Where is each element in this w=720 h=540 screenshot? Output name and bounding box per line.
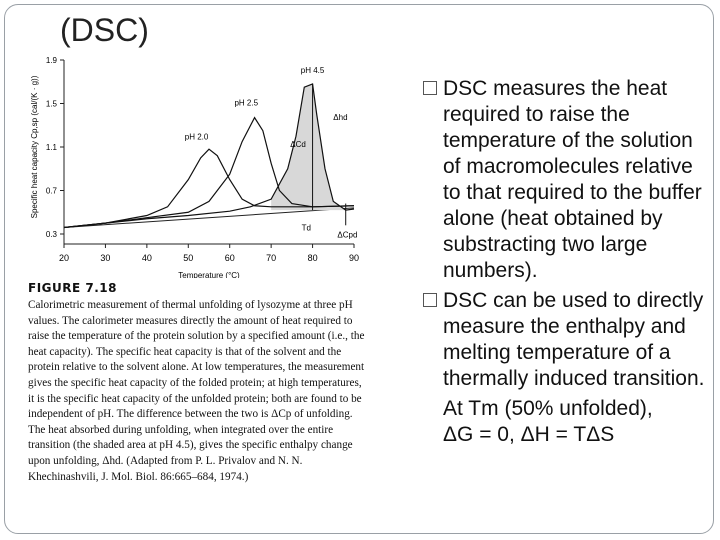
chart-annotation: pH 2.0 [184, 132, 209, 142]
figure-caption: Calorimetric measurement of thermal unfolding of lysozyme at three pH values. The calorimeter measures directly the amount of heat required to raise the temperature of the protein solution by a specified amount (i.e., the heat capacity). The specific heat capacity is that of the solvent and the protein relative to the solvent alone. At low temperatures, the measurement gives the specific heat capacity of the folded protein; at high temperatures, it is the specific heat capacity of the unfolded protein; both are found to be independent of pH. The difference between the two is ΔCp of unfolding. The heat absorbed during unfolding, when integrated over the entire transition (the shaded area at pH 4.5), gives the specific enthalpy change upon unfolding, Δhd. (Adapted from P. L. Privalov and N. N. Khechinashvili, J. Mol. Biol. 86:665–684, 1974.) [28, 299, 365, 483]
y-axis-label: Specific heat capacity Cp,sp (cal/(K · g)) [30, 75, 39, 219]
y-tick-label: 1.9 [45, 56, 57, 65]
bullet-box-icon [423, 81, 437, 95]
chart-annotation: ΔCpd [337, 230, 358, 240]
thermo-equation: ΔG = 0, ΔH = TΔS [443, 423, 615, 446]
slide-title: (DSC) [60, 12, 149, 48]
chart-annotation: pH 2.5 [234, 98, 259, 108]
chart-annotation: pH 4.5 [300, 66, 325, 76]
chart-annotation: Td [301, 223, 312, 233]
bullet-item [425, 76, 715, 284]
tm-line: At Tm (50% unfolded), [443, 397, 653, 420]
bullet-text: DSC can be used to directly measure the enthalpy and melting temperature of a thermally induced transition. [443, 289, 705, 390]
bullet-list [425, 76, 715, 448]
shaded-area-ph45 [271, 84, 346, 210]
y-tick-label: 0.7 [45, 186, 57, 196]
chart-annotation: ΔCd [290, 140, 306, 149]
slide-title-clipped [60, 0, 580, 10]
x-tick-label: 90 [348, 253, 360, 263]
bullet-item [425, 288, 715, 392]
bullet-box-icon [423, 293, 437, 307]
bullet-text: DSC measures the heat required to raise the temperature of the solution of macromolecules relative to that required to the buffer alone (heat obtained by substracting two large numbers). [443, 77, 702, 282]
x-tick-label: 80 [307, 253, 318, 263]
y-tick-label: 1.1 [45, 143, 57, 152]
y-tick-label: 1.5 [45, 99, 57, 109]
x-tick-label: 20 [58, 253, 70, 263]
y-tick-label: 0.3 [45, 230, 57, 239]
x-axis-label: Temperature (°C) [178, 271, 240, 278]
x-tick-label: 70 [266, 253, 277, 263]
dsc-chart [22, 48, 367, 278]
chart-annotation: Δhd [333, 112, 348, 122]
x-tick-label: 60 [224, 253, 235, 263]
x-tick-label: 50 [183, 253, 194, 263]
figure-label: FIGURE 7.18 [28, 281, 117, 295]
x-tick-label: 40 [141, 253, 152, 263]
x-tick-label: 30 [100, 253, 111, 263]
